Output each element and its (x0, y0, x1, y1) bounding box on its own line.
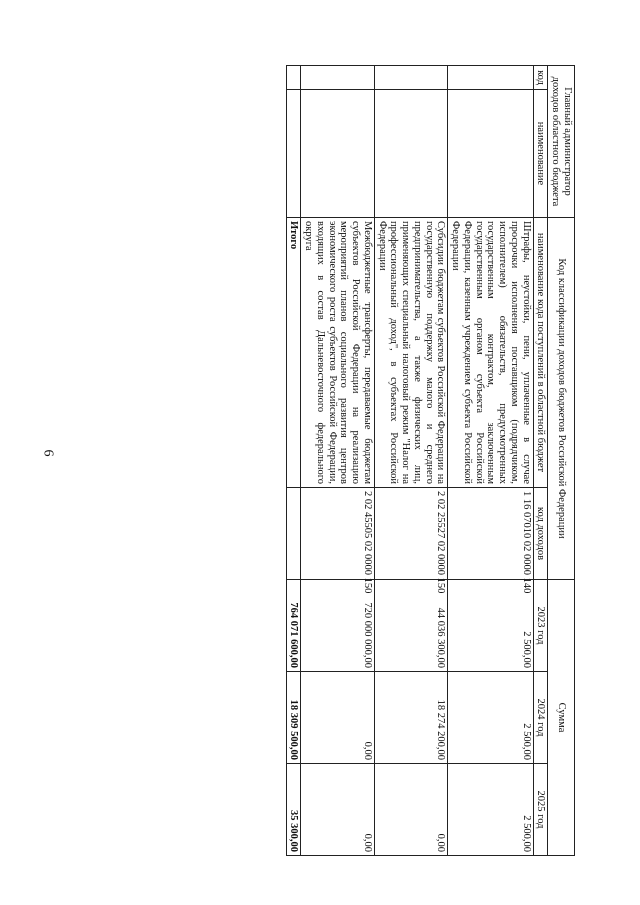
page-number: 6 (40, 449, 56, 457)
row-sum-2023: 720 000 000,00 (301, 580, 375, 672)
row-admin-code (301, 66, 375, 90)
total-sum-2024: 18 309 500,00 (286, 672, 301, 764)
row-income-name: Межбюджетные трансферты, передаваемые бюджетам субъектов Российской Федерации на реализацию мероприятий планов социального развития центров экономического роста субъектов Российской Федерации, входящих в состав Дальневосточного федерального округа (301, 218, 375, 488)
row-income-name: Субсидии бюджетам субъектов Российской Федерации на государственную поддержку малого и среднего предпринимательства, а также физических лиц, применяющих специальный налоговый режим "Налог на профессиональный доход", в субъектах Российской Федерации (375, 218, 449, 488)
header-classification-group: Код классификации доходов бюджетов Российской Федерации (548, 218, 575, 580)
row-admin-name (375, 90, 449, 218)
row-sum-2025: 2 500,00 (448, 764, 533, 856)
row-admin-name (448, 90, 533, 218)
row-admin-name (301, 90, 375, 218)
table-row (448, 66, 533, 856)
income-table (286, 65, 575, 856)
header-income-code: код доходов (533, 488, 548, 580)
header-row-2 (533, 66, 548, 856)
table-row (301, 66, 375, 856)
total-sum-2025: 35 300,00 (286, 764, 301, 856)
header-sum-group: Сумма (548, 580, 575, 856)
header-admin-group: Главный администратор доходов областного бюджета (548, 66, 575, 218)
row-sum-2024: 2 500,00 (448, 672, 533, 764)
total-sum-2023: 764 071 600,00 (286, 580, 301, 672)
row-sum-2024: 0,00 (301, 672, 375, 764)
row-sum-2025: 0,00 (375, 764, 449, 856)
row-sum-2025: 0,00 (301, 764, 375, 856)
row-income-code: 2 02 45505 02 0000 150 (301, 488, 375, 580)
row-admin-code (375, 66, 449, 90)
row-sum-2023: 44 036 300,00 (375, 580, 449, 672)
row-income-code: 1 16 07010 02 0000 140 (448, 488, 533, 580)
table-row (375, 66, 449, 856)
header-income-name: наименование кода поступлений в областной бюджет (533, 218, 548, 488)
total-code-cell (286, 66, 301, 90)
total-row (286, 66, 301, 856)
row-sum-2023: 2 500,00 (448, 580, 533, 672)
row-income-code: 2 02 25527 02 0000 150 (375, 488, 449, 580)
total-admin-cell (286, 90, 301, 218)
header-year-2025: 2025 год (533, 764, 548, 856)
header-admin-code: код (533, 66, 548, 90)
header-year-2023: 2023 год (533, 580, 548, 672)
total-label: Итого (286, 218, 301, 488)
total-code-empty (286, 488, 301, 580)
header-year-2024: 2024 год (533, 672, 548, 764)
row-admin-code (448, 66, 533, 90)
header-row-1 (548, 66, 575, 856)
header-admin-name: наименование (533, 90, 548, 218)
rotated-table-container (105, 65, 575, 855)
row-sum-2024: 18 274 200,00 (375, 672, 449, 764)
row-income-name: Штрафы, неустойки, пени, уплаченные в случае просрочки исполнения поставщиком (подрядчиком, исполнителем) обязательств, предусмотренных государственным контрактом, заключенным государственным органом субъекта Российской Федерации, казенным учреждением субъекта Российской Федерации (448, 218, 533, 488)
